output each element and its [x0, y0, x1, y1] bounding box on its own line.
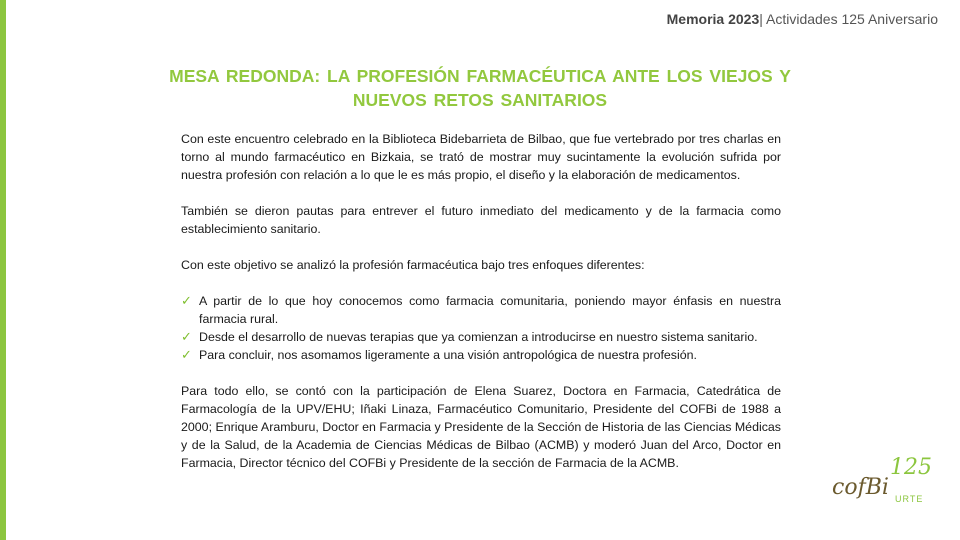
- bullet-text: A partir de lo que hoy conocemos como farmacia comunitaria, poniendo mayor énfasis en nuestra farmacia rural.: [199, 294, 781, 326]
- checkmark-icon: ✓: [181, 347, 192, 362]
- checkmark-icon: ✓: [181, 293, 192, 308]
- header-subtitle: Actividades 125 Aniversario: [766, 11, 938, 27]
- list-item: [181, 328, 781, 346]
- logo-text: cofBi: [832, 475, 889, 500]
- second-paragraph: También se dieron pautas para entrever el futuro inmediato del medicamento y de la farmacia como establecimiento sanitario.: [181, 204, 781, 236]
- logo-number: 125: [890, 455, 932, 480]
- list-item: [181, 292, 781, 328]
- cofbi-125-logo: [830, 448, 940, 512]
- bullet-text: Desde el desarrollo de nuevas terapias que ya comienzan a introducirse en nuestro sistema sanitario.: [199, 330, 758, 344]
- title-line-2: NUEVOS RETOS SANITARIOS: [352, 90, 608, 110]
- closing-paragraph: Para todo ello, se contó con la participación de Elena Suarez, Doctora en Farmacia, Catedrática de Farmacología de la UPV/EHU; Iñaki Linaza, Farmacéutico Comunitario, Presidente del COFBi de 1988 a 2000; Enrique Aramburu, Doctor en Farmacia y Presidente de la Sección de Historia de las Ciencias Médicas y de la Salud, de la Academia de Ciencias Médicas de Bilbao (ACMB) y moderó Juan del Arco, Doctor en Farmacia, Director técnico del COFBi y Presidente de la sección de Farmacia de la ACMB.: [181, 384, 781, 470]
- title-line-1: MESA REDONDA: LA PROFESIÓN FARMACÉUTICA ANTE LOS VIEJOS Y: [169, 66, 791, 86]
- bullet-list: [181, 292, 781, 364]
- intro-paragraph: Con este encuentro celebrado en la Biblioteca Bidebarrieta de Bilbao, que fue vertebrado por tres charlas en torno al mundo farmacéutico en Bizkaia, se trató de mostrar muy sucintamente la evolución sufrida por nuestra profesión con relación a lo que le es más propio, el diseño y la elaboración de medicamentos.: [181, 132, 781, 182]
- page-header: [667, 11, 938, 27]
- logo-suffix: URTE: [895, 494, 924, 504]
- bullet-text: Para concluir, nos asomamos ligeramente a una visión antropológica de nuestra profesión.: [199, 348, 697, 362]
- left-accent-bar: [0, 0, 6, 540]
- header-separator: |: [759, 11, 763, 27]
- page-title: [150, 64, 810, 112]
- header-title: Memoria 2023: [666, 11, 760, 27]
- body-content: [181, 130, 781, 490]
- checkmark-icon: ✓: [181, 329, 192, 344]
- third-paragraph: Con este objetivo se analizó la profesión farmacéutica bajo tres enfoques diferentes:: [181, 258, 645, 272]
- list-item: [181, 346, 781, 364]
